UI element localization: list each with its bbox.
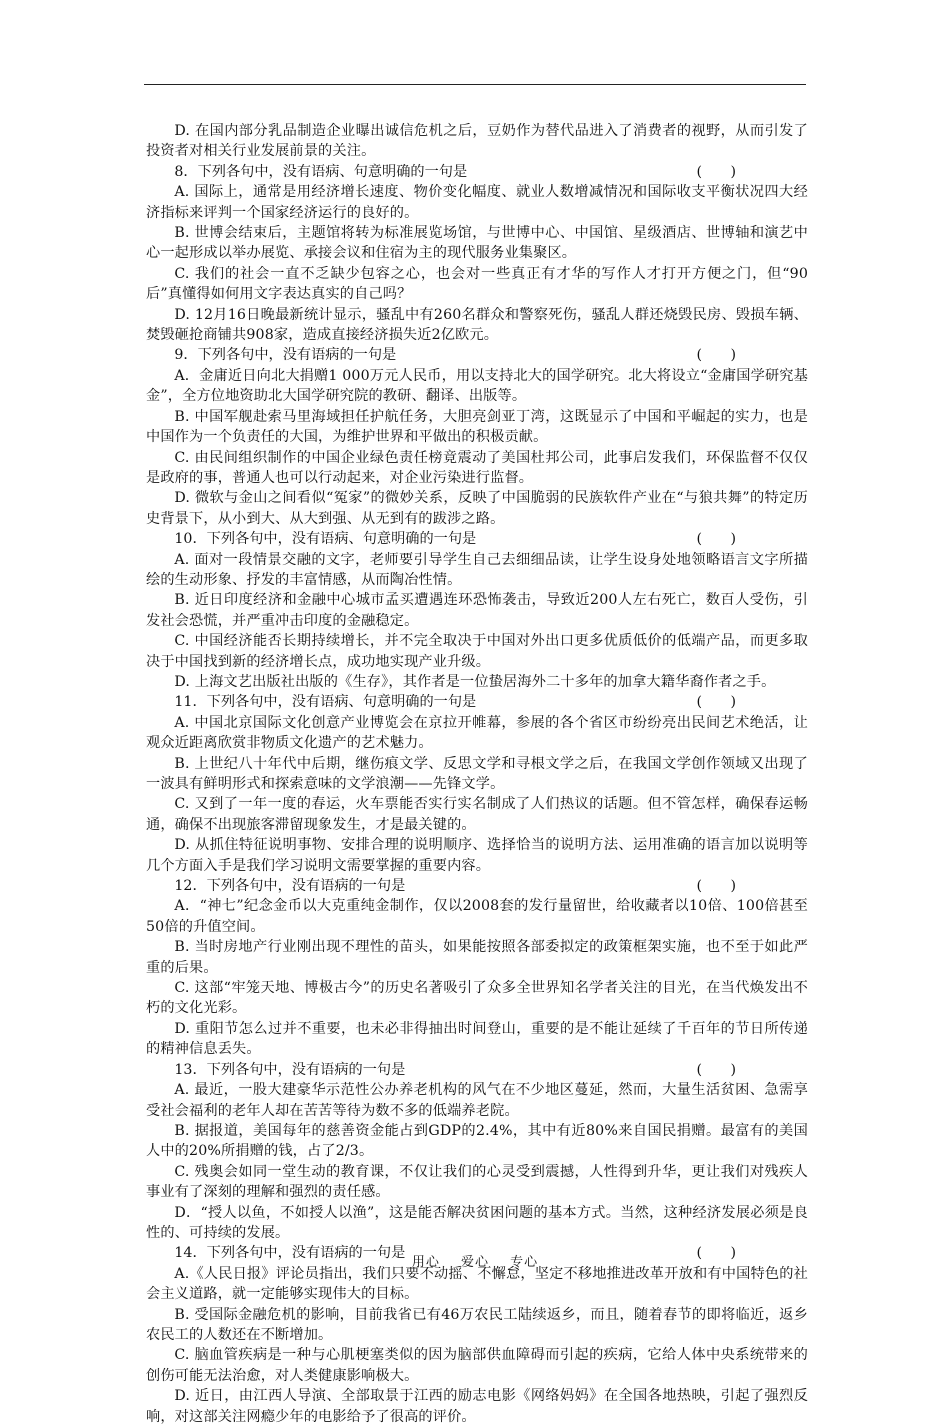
question-stem-text: 14．下列各句中，没有语病的一句是: [174, 1245, 406, 1262]
page-footer: [0, 1251, 950, 1270]
answer-blank: ( ): [696, 1245, 736, 1262]
question-option: B. 世博会结束后，主题馆将转为标准展览场馆，与世博中心、中国馆、星级酒店、世博轴和演艺中心一起形成以举办展览、承接会议和住宿为主的现代服务业集聚区。: [146, 225, 808, 262]
question-option: B. 中国军舰赴索马里海域担任护航任务，大胆亮剑亚丁湾，这既显示了中国和平崛起的实力，也是中国作为一个负责任的大国，为维护世界和平做出的积极贡献。: [146, 408, 808, 446]
question-stem-text: 11．下列各句中，没有语病、句意明确的一句是: [174, 694, 477, 711]
question-stem-text: 12．下列各句中，没有语病的一句是: [174, 878, 406, 895]
question-option: C. 又到了一年一度的春运，火车票能否实行实名制成了人们热议的话题。但不管怎样，确保春运畅通，确保不出现旅客滞留现象发生，才是最关键的。: [146, 796, 808, 833]
question-option: D. 从抓住特征说明事物、安排合理的说明顺序、选择恰当的说明方法、运用准确的语言加以说明等几个方面入手是我们学习说明文需要掌握的重要内容。: [146, 837, 808, 874]
question-stem: [146, 692, 808, 712]
footer-word: 爱心: [460, 1255, 489, 1270]
question-list: [146, 162, 808, 1427]
header-rule: [144, 84, 806, 85]
question-option: B. 上世纪八十年代中后期，继伤痕文学、反思文学和寻根文学之后，在我国文学创作领域又出现了一波具有鲜明形式和探索意味的文学浪潮——先锋文学。: [146, 755, 808, 792]
footer-word: 专心: [510, 1255, 539, 1270]
question-option: C. 由民间组织制作的中国企业绿色责任榜竟震动了美国杜邦公司，此事启发我们，环保监督不仅仅是政府的事，普通人也可以行动起来，对企业污染进行监督。: [146, 449, 808, 486]
question-option: A．“神七”纪念金币以大克重纯金制作，仅以2008套的发行量留世，给收藏者以10倍、100倍甚至50倍的升值空间。: [146, 898, 808, 935]
question-option: D．“授人以鱼，不如授人以渔”，这是能否解决贫困问题的基本方式。当然，这种经济发展必须是良性的、可持续的发展。: [146, 1204, 808, 1241]
question-stem-text: 13．下列各句中，没有语病的一句是: [174, 1061, 406, 1078]
answer-blank: ( ): [696, 163, 736, 180]
question-option: C. 这部“牢笼天地、博极古今”的历史名著吸引了众多全世界知名学者关注的目光，在当代焕发出不朽的文化光彩。: [146, 980, 808, 1017]
answer-blank: ( ): [696, 878, 736, 895]
question-option: A. 面对一段情景交融的文字，老师要引导学生自己去细细品读，让学生设身处地领略语言文字所描绘的生动形象、抒发的丰富情感，从而陶冶性情。: [146, 551, 808, 588]
question-option: B. 据报道，美国每年的慈善资金能占到GDP的2.4%，其中有近80%来自国民捐赠。最富有的美国人中的20%所捐赠的钱，占了2/3。: [146, 1122, 808, 1160]
question-option: D. 重阳节怎么过并不重要，也未必非得抽出时间登山，重要的是不能让延续了千百年的节日所传递的精神信息丢失。: [146, 1020, 808, 1058]
question-option: A. 中国北京国际文化创意产业博览会在京拉开帷幕，参展的各个省区市纷纷亮出民间艺术绝活，让观众近距离欣赏非物质文化遗产的艺术魅力。: [146, 714, 808, 752]
answer-blank: ( ): [696, 1061, 736, 1078]
question-option: A. 最近，一股大建豪华示范性公办养老机构的风气在不少地区蔓延，然而，大量生活贫困、急需享受社会福利的老年人却在苦苦等待为数不多的低端养老院。: [146, 1082, 808, 1119]
question-stem: [146, 1060, 808, 1080]
question-option: B. 近日印度经济和金融中心城市孟买遭遇连环恐怖袭击，导致近200人左右死亡，数百人受伤，引发社会恐慌，并严重冲击印度的金融稳定。: [146, 592, 808, 629]
answer-blank: ( ): [696, 347, 736, 364]
question-option: D. 上海文艺出版社出版的《生存》，其作者是一位蛰居海外二十多年的加拿大籍华裔作者之手。: [174, 673, 776, 690]
question-7-option-d: D. 在国内部分乳品制造企业曝出诚信危机之后，豆奶作为替代品进入了消费者的视野，从而引发了投资者对相关行业发展前景的关注。: [146, 123, 808, 160]
question-option: D. 12月16日晚最新统计显示，骚乱中有260名群众和警察死伤，骚乱人群还烧毁民房、毁损车辆、焚毁砸抢商铺共908家，造成直接经济损失近2亿欧元。: [146, 306, 808, 344]
question-stem-text: 10．下列各句中，没有语病、句意明确的一句是: [174, 531, 477, 548]
question-stem-text: 8．下列各句中，没有语病、句意明确的一句是: [174, 163, 468, 180]
question-option: D. 微软与金山之间看似“冤家”的微妙关系，反映了中国脆弱的民族软件产业在“与狼共舞”的特定历史背景下，从小到大、从大到强、从无到有的跋涉之路。: [146, 490, 808, 527]
question-stem: [146, 162, 808, 182]
question-stem: [146, 529, 808, 549]
question-option: C. 残奥会如同一堂生动的教育课，不仅让我们的心灵受到震撼，人性得到升华，更让我们对残疾人事业有了深刻的理解和强烈的责任感。: [146, 1163, 808, 1201]
question-option: B. 当时房地产行业刚出现不理性的苗头，如果能按照各部委拟定的政策框架实施，也不至于如此严重的后果。: [146, 939, 808, 976]
question-option: A．金庸近日向北大捐赠1 000万元人民币，用以支持北大的国学研究。北大将设立“金庸国学研究基金”，全方位地资助北大国学研究院的教研、翻译、出版等。: [146, 367, 808, 405]
document-body: [146, 121, 808, 1427]
answer-blank: ( ): [696, 531, 736, 548]
question-option: A.《人民日报》评论员指出，我们只要不动摇、不懈怠，坚定不移地推进改革开放和有中国特色的社会主义道路，就一定能够实现伟大的目标。: [146, 1265, 808, 1303]
question-option: D. 近日，由江西人导演、全部取景于江西的励志电影《网络妈妈》在全国各地热映，引起了强烈反响，对这部关注网瘾少年的电影给予了很高的评价。: [146, 1388, 808, 1425]
question-stem: [146, 345, 808, 365]
question-option: A. 国际上，通常是用经济增长速度、物价变化幅度、就业人数增减情况和国际收支平衡状况四大经济指标来评判一个国家经济运行的良好的。: [146, 184, 808, 221]
question-stem: [146, 876, 808, 896]
question-option: C. 中国经济能否长期持续增长，并不完全取决于中国对外出口更多优质低价的低端产品，而更多取决于中国找到新的经济增长点，成功地实现产业升级。: [146, 633, 808, 670]
question-option: B. 受国际金融危机的影响，目前我省已有46万农民工陆续返乡，而且，随着春节的即将临近，返乡农民工的人数还在不断增加。: [146, 1306, 808, 1343]
footer-word: 用心: [411, 1255, 440, 1270]
question-stem-text: 9．下列各句中，没有语病的一句是: [174, 347, 397, 364]
answer-blank: ( ): [696, 694, 736, 711]
question-option: C. 我们的社会一直不乏缺少包容之心，也会对一些真正有才华的写作人才打开方便之门，但“90后”真懂得如何用文字表达真实的自己吗？: [146, 265, 808, 303]
question-option: C. 脑血管疾病是一种与心肌梗塞类似的因为脑部供血障碍而引起的疾病，它给人体中央系统带来的创伤可能无法治愈，对人类健康影响极大。: [146, 1347, 808, 1384]
